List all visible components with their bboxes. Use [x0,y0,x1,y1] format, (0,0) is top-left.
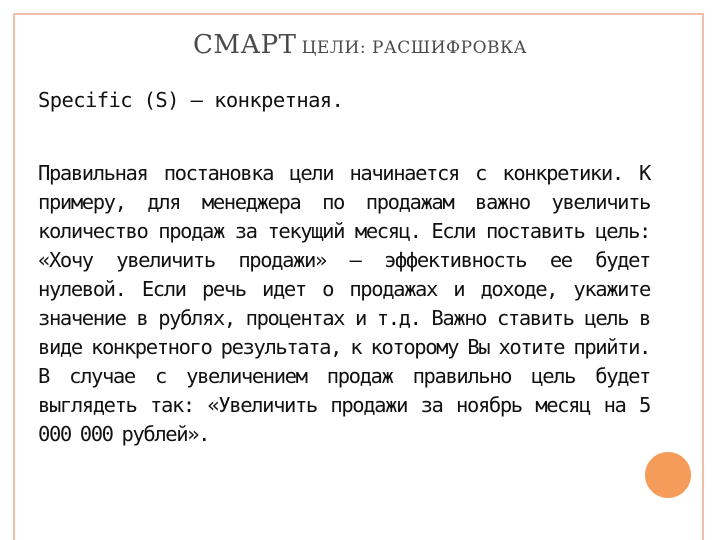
subtitle: Specific (S) – конкретная. [38,88,344,112]
title-rest: ЦЕЛИ: РАСШИФРОВКА [301,38,528,58]
body-paragraph: Правильная постановка цели начинается с конкретики. К примеру, для менеджера по продажам важно увеличить количество продаж за текущий месяц. Если поставить цель: «Хочу увеличить продажи» — эффективность ее будет нулевой. Если речь идет о продажах и доходе, укажите значение в рублях, процентах и т.д. Важно ставить цель в виде конкретного результата, к которому Вы хотите прийти. В случае с увеличением продаж правильно цель будет выглядеть так: «Увеличить продажи за ноябрь месяц на 5 000 000 рублей». [38,161,650,446]
decorative-circle [640,447,696,503]
title-main: СМАРТ [192,30,297,60]
slide-title [0,30,720,60]
